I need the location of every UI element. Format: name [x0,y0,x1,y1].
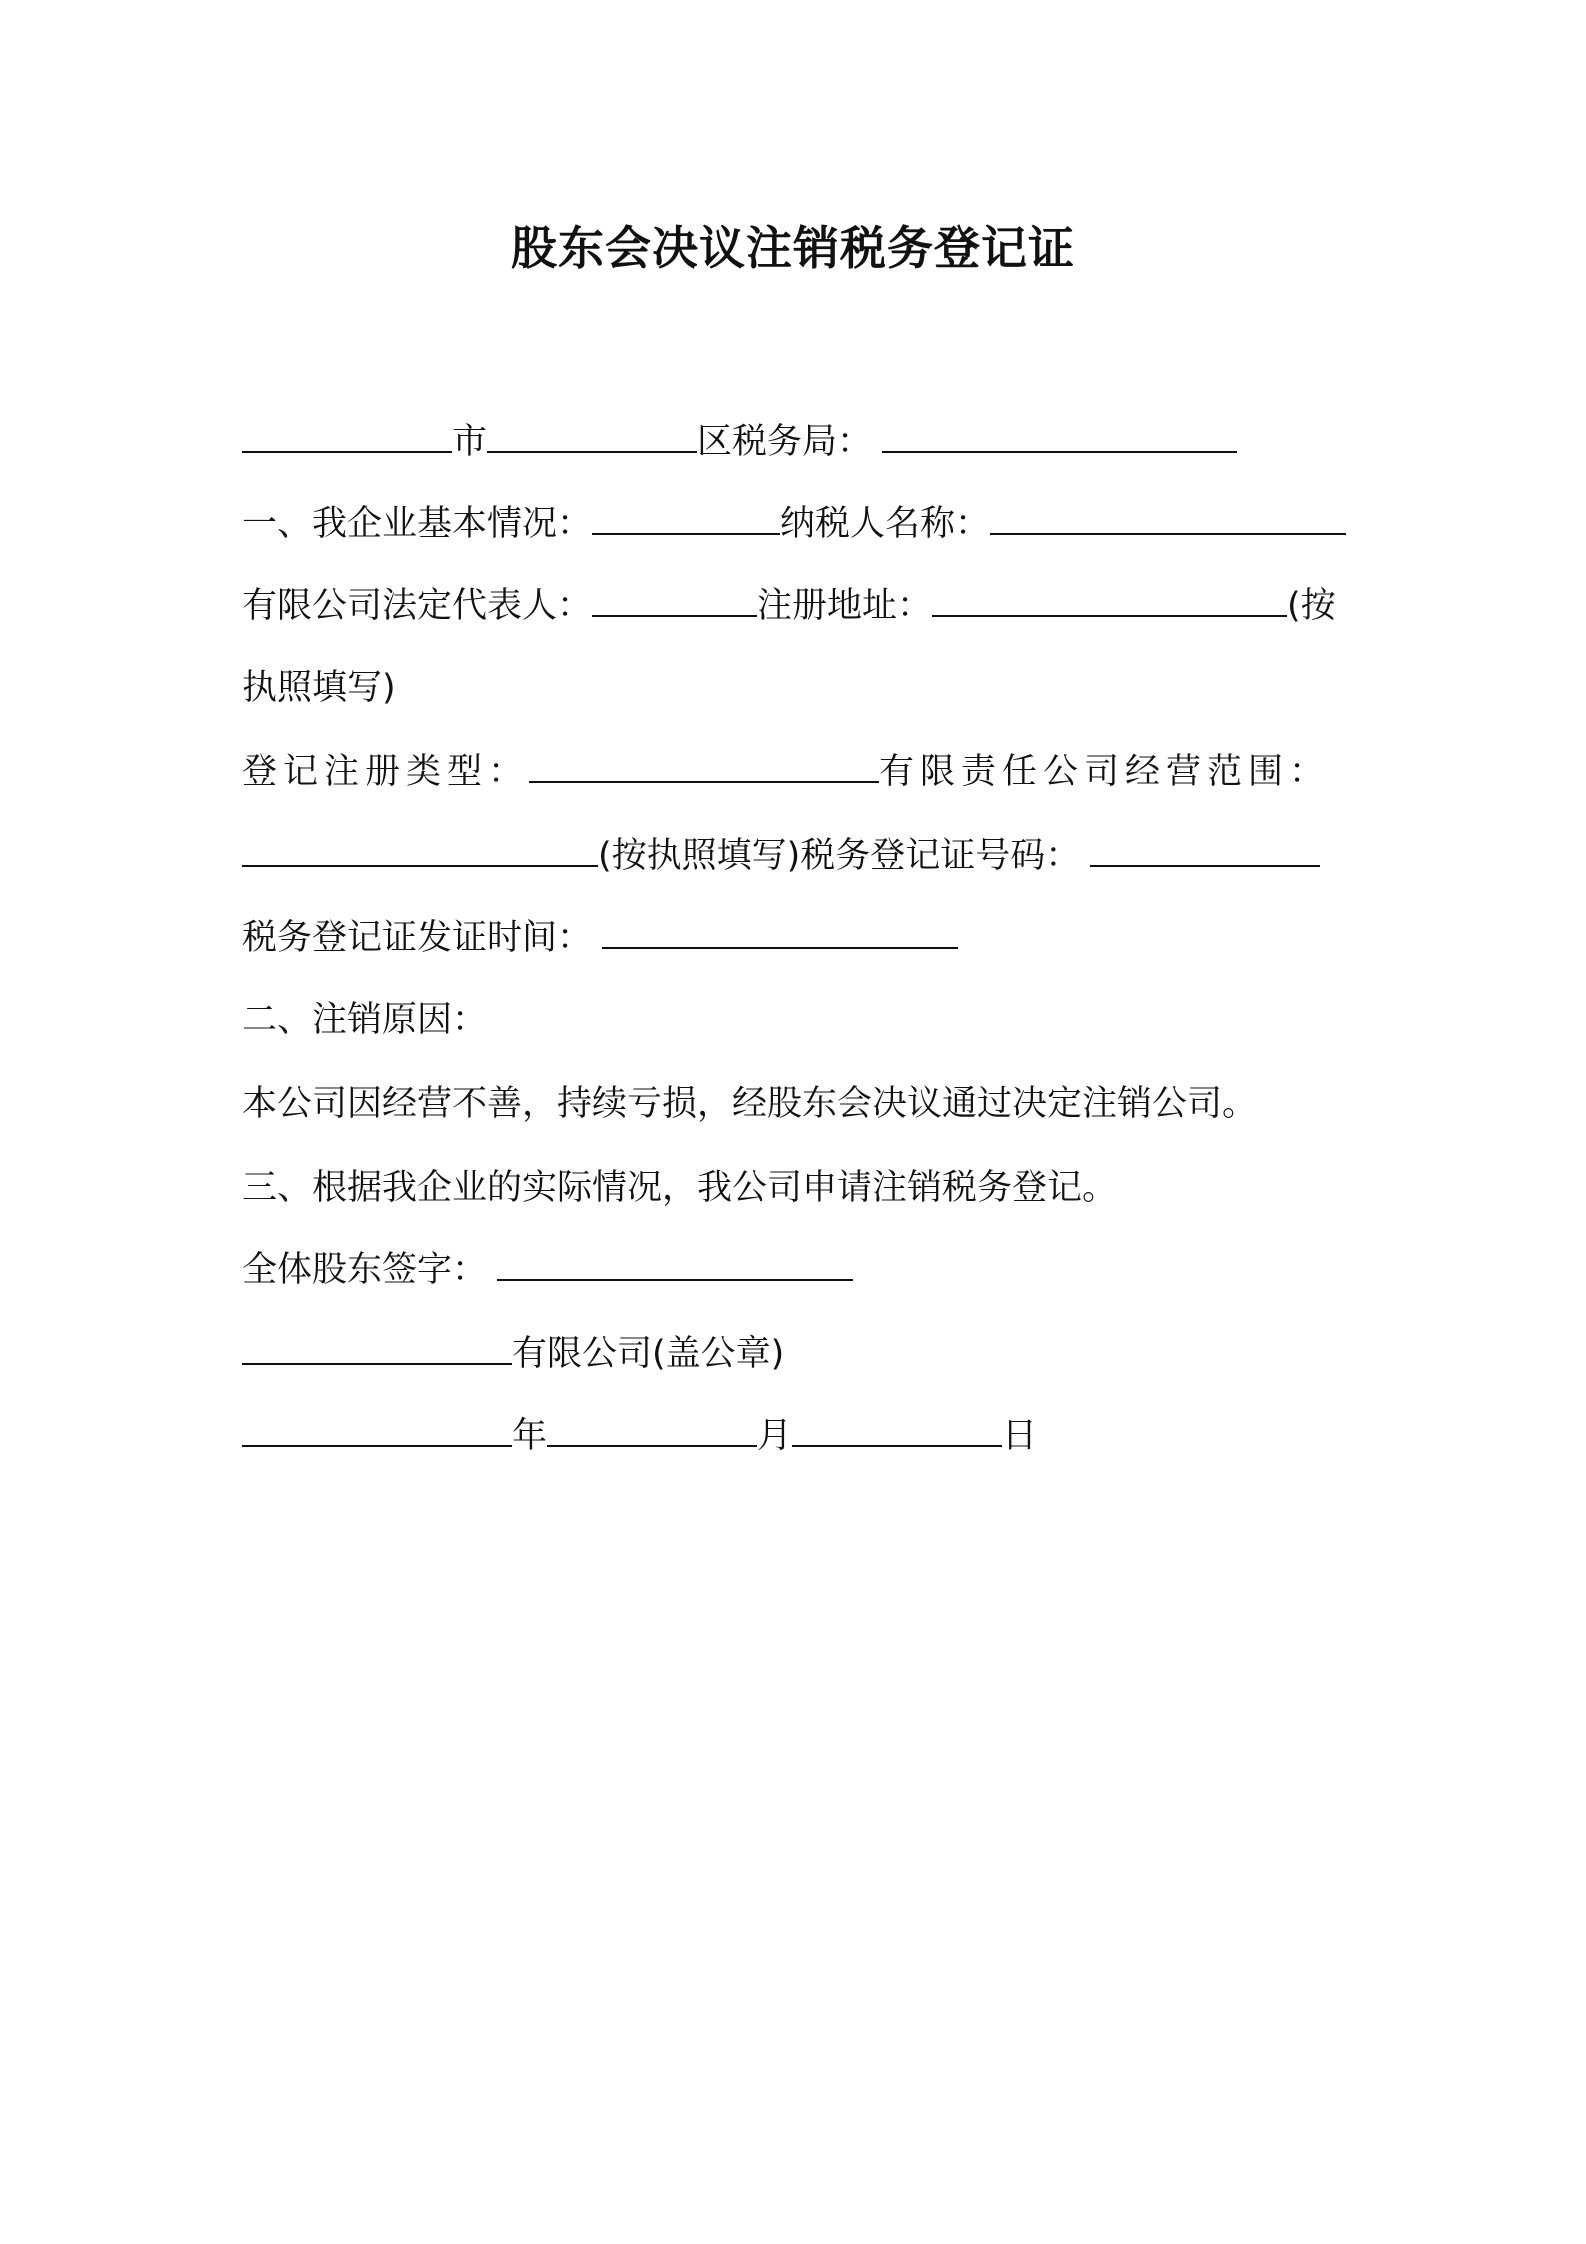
basic-info-line [242,500,1354,548]
tax-cert-number-line [242,832,1354,880]
signature-blank[interactable] [497,1249,853,1281]
tax-cert-number-label: (按执照填写)税务登记证号码： [598,836,1081,876]
note-start-label: (按 [1287,586,1336,626]
year-label: 年 [512,1416,548,1456]
seal-label: 有限公司(盖公章) [512,1334,785,1374]
legal-rep-label: 有限公司法定代表人： [242,586,593,626]
tax-cert-number-blank[interactable] [1090,835,1320,867]
section-two-line [242,996,1354,1044]
day-blank[interactable] [792,1415,1002,1447]
signature-line [242,1246,1354,1294]
section-one-label: 一、我企业基本情况： [242,504,593,544]
district-blank[interactable] [487,421,697,453]
year-blank[interactable] [242,1415,512,1447]
business-scope-blank[interactable] [242,835,598,867]
tax-bureau-line [242,418,1354,466]
city-blank[interactable] [242,421,452,453]
registration-type-label: 登记注册类型： [242,752,530,792]
registration-type-blank[interactable] [529,751,879,783]
registration-type-line [242,748,1354,796]
month-label: 月 [757,1416,793,1456]
tax-bureau-blank[interactable] [882,421,1237,453]
issue-time-label: 税务登记证发证时间： [242,918,593,958]
day-label: 日 [1002,1416,1038,1456]
reason-line [242,1080,1354,1128]
taxpayer-name-blank[interactable] [990,503,1346,535]
document-title: 股东会决议注销税务登记证 [511,221,1075,275]
license-note-label: 执照填写) [242,668,396,708]
basic-info-blank[interactable] [592,503,780,535]
license-note-line [242,664,1354,712]
date-line [242,1412,1354,1460]
section-three-text: 三、根据我企业的实际情况，我公司申请注销税务登记。 [242,1168,1118,1208]
address-blank[interactable] [932,585,1287,617]
legal-rep-blank[interactable] [592,585,757,617]
legal-rep-line [242,582,1354,630]
reason-text: 本公司因经营不善，持续亏损，经股东会决议通过决定注销公司。 [242,1084,1258,1124]
taxpayer-name-label: 纳税人名称： [780,504,991,544]
seal-line [242,1330,1354,1378]
issue-time-blank[interactable] [602,917,958,949]
signature-label: 全体股东签字： [242,1250,488,1290]
section-three-line [242,1164,1354,1212]
section-two-label: 二、注销原因： [242,1000,488,1040]
business-scope-label: 有限责任公司经营范围： [879,752,1331,792]
city-label: 市 [452,422,488,462]
address-label: 注册地址： [757,586,933,626]
company-name-blank[interactable] [242,1333,512,1365]
month-blank[interactable] [547,1415,757,1447]
issue-time-line [242,914,1354,962]
district-label: 区税务局： [697,422,873,462]
